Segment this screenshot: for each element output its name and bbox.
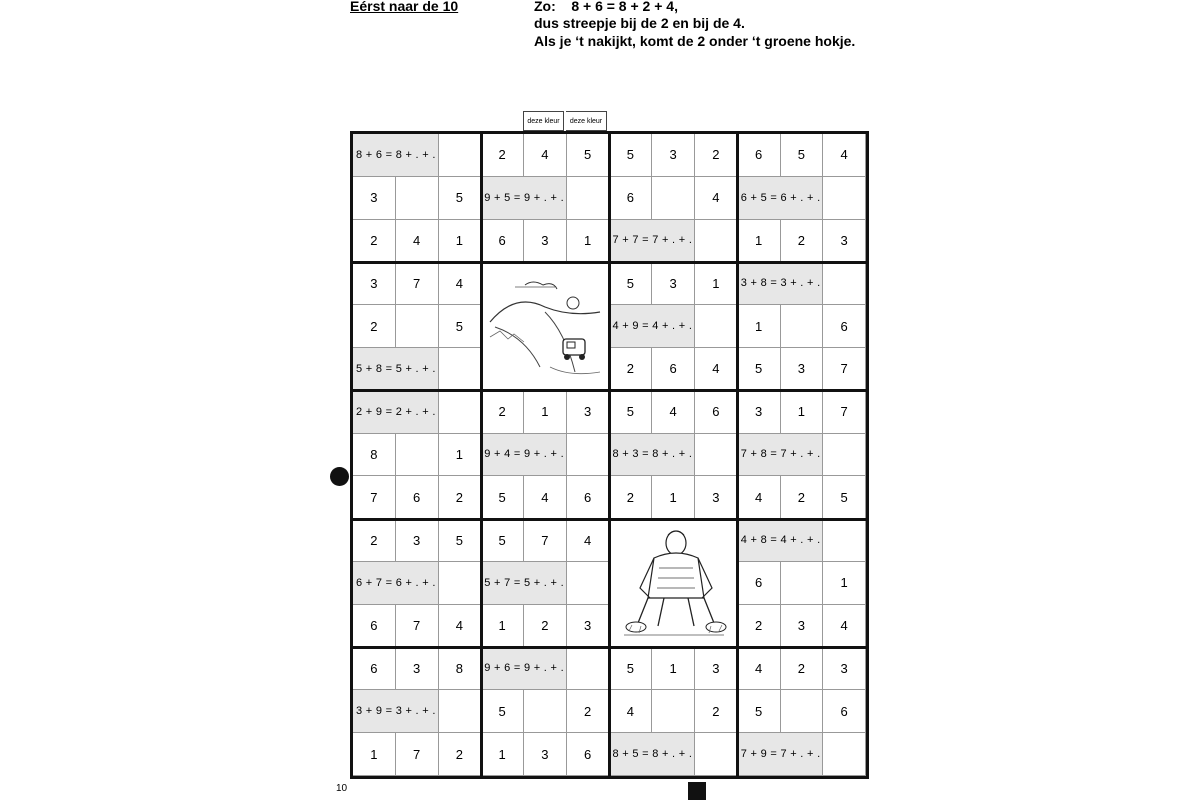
number-cell: 6	[738, 562, 781, 605]
number-cell: 2	[781, 648, 824, 691]
number-cell: 4	[439, 605, 482, 648]
car-on-hill-drawing	[485, 267, 605, 387]
number-cell: 3	[353, 262, 396, 305]
number-cell: 6	[652, 348, 695, 391]
block-divider-horizontal	[353, 261, 866, 264]
number-cell	[524, 690, 567, 733]
number-cell: 5	[823, 476, 866, 519]
number-cell: 5	[610, 262, 653, 305]
number-cell	[396, 434, 439, 477]
number-cell: 7	[823, 348, 866, 391]
number-cell: 2	[524, 605, 567, 648]
number-cell: 6	[823, 305, 866, 348]
number-cell: 1	[738, 305, 781, 348]
block-divider-vertical	[608, 134, 611, 776]
number-cell: 3	[823, 648, 866, 691]
page-number: 10	[336, 783, 348, 794]
equation-cell: 9 + 4 = 9 + . + .	[481, 434, 567, 477]
number-cell: 1	[823, 562, 866, 605]
number-cell: 3	[396, 519, 439, 562]
number-cell: 7	[396, 262, 439, 305]
number-cell: 2	[695, 690, 738, 733]
number-cell: 2	[781, 220, 824, 263]
number-cell: 1	[695, 262, 738, 305]
number-cell: 4	[439, 262, 482, 305]
page-marker-square	[688, 782, 706, 800]
number-cell: 2	[439, 476, 482, 519]
number-cell	[695, 733, 738, 776]
binder-hole-marker	[330, 467, 349, 486]
number-cell: 3	[652, 134, 695, 177]
number-cell: 4	[738, 476, 781, 519]
equation-cell: 4 + 8 = 4 + . + .	[738, 519, 824, 562]
number-cell: 8	[353, 434, 396, 477]
block-divider-vertical	[480, 134, 483, 776]
number-cell: 6	[353, 648, 396, 691]
number-cell: 5	[610, 134, 653, 177]
equation-cell: 5 + 8 = 5 + . + .	[353, 348, 439, 391]
number-cell: 5	[439, 519, 482, 562]
number-cell: 5	[567, 134, 610, 177]
number-cell: 3	[396, 648, 439, 691]
number-cell: 3	[781, 605, 824, 648]
number-cell: 2	[567, 690, 610, 733]
number-cell: 6	[481, 220, 524, 263]
number-cell: 6	[695, 391, 738, 434]
number-cell	[695, 220, 738, 263]
equation-cell: 7 + 7 = 7 + . + .	[610, 220, 696, 263]
equation-cell: 8 + 5 = 8 + . + .	[610, 733, 696, 776]
equation-cell: 7 + 8 = 7 + . + .	[738, 434, 824, 477]
number-cell: 2	[695, 134, 738, 177]
number-cell	[823, 262, 866, 305]
number-cell: 2	[353, 220, 396, 263]
number-cell: 3	[823, 220, 866, 263]
number-cell	[396, 305, 439, 348]
number-cell	[652, 177, 695, 220]
number-cell	[695, 434, 738, 477]
number-cell	[823, 177, 866, 220]
number-cell: 3	[781, 348, 824, 391]
number-cell: 1	[353, 733, 396, 776]
number-cell: 1	[652, 476, 695, 519]
number-cell: 6	[738, 134, 781, 177]
number-cell: 7	[353, 476, 396, 519]
number-cell	[439, 348, 482, 391]
number-cell: 2	[439, 733, 482, 776]
number-cell: 8	[439, 648, 482, 691]
number-cell: 3	[567, 391, 610, 434]
number-cell: 2	[610, 476, 653, 519]
instruction-line-2: dus streepje bij de 2 en bij de 4.	[534, 15, 745, 31]
number-cell: 7	[396, 605, 439, 648]
number-cell: 6	[610, 177, 653, 220]
number-cell: 6	[567, 476, 610, 519]
number-cell: 4	[524, 134, 567, 177]
number-cell: 4	[610, 690, 653, 733]
number-cell: 4	[695, 177, 738, 220]
number-cell: 2	[738, 605, 781, 648]
number-cell: 7	[823, 391, 866, 434]
page-heading: Eérst naar de 10	[350, 0, 459, 14]
number-cell: 1	[481, 733, 524, 776]
equation-cell: 3 + 8 = 3 + . + .	[738, 262, 824, 305]
number-cell: 6	[353, 605, 396, 648]
number-cell	[567, 562, 610, 605]
number-cell	[695, 305, 738, 348]
equation-cell: 6 + 7 = 6 + . + .	[353, 562, 439, 605]
sitting-football-player-drawing	[614, 523, 734, 643]
number-cell	[396, 177, 439, 220]
color-tag-2: deze kleur	[566, 111, 607, 131]
number-cell: 3	[652, 262, 695, 305]
number-cell	[567, 434, 610, 477]
number-cell: 4	[738, 648, 781, 691]
number-cell: 3	[524, 733, 567, 776]
equation-cell: 2 + 9 = 2 + . + .	[353, 391, 439, 434]
sitting-football-player-drawing	[610, 519, 738, 647]
number-cell	[439, 562, 482, 605]
number-cell: 2	[481, 134, 524, 177]
number-cell: 2	[481, 391, 524, 434]
number-cell: 4	[823, 605, 866, 648]
number-cell: 7	[524, 519, 567, 562]
number-cell: 1	[738, 220, 781, 263]
number-cell	[781, 562, 824, 605]
color-tag-1: deze kleur	[523, 111, 564, 131]
number-cell: 5	[610, 648, 653, 691]
number-cell: 5	[439, 305, 482, 348]
number-cell: 5	[481, 690, 524, 733]
number-cell: 5	[481, 476, 524, 519]
number-cell: 6	[823, 690, 866, 733]
number-cell	[652, 690, 695, 733]
number-cell: 5	[610, 391, 653, 434]
car-on-hill-drawing	[481, 262, 609, 390]
number-cell	[781, 305, 824, 348]
equation-cell: 6 + 5 = 6 + . + .	[738, 177, 824, 220]
number-cell	[567, 648, 610, 691]
number-cell: 1	[524, 391, 567, 434]
instruction-line-1: Zo: 8 + 6 = 8 + 2 + 4,	[534, 0, 678, 14]
number-cell: 3	[695, 476, 738, 519]
block-divider-vertical	[736, 134, 739, 776]
number-cell: 1	[481, 605, 524, 648]
equation-cell: 7 + 9 = 7 + . + .	[738, 733, 824, 776]
number-cell: 1	[439, 434, 482, 477]
exercise-grid	[350, 131, 869, 779]
number-cell: 4	[396, 220, 439, 263]
number-cell: 6	[396, 476, 439, 519]
number-cell: 5	[738, 348, 781, 391]
equation-cell: 4 + 9 = 4 + . + .	[610, 305, 696, 348]
number-cell: 1	[652, 648, 695, 691]
number-cell: 4	[695, 348, 738, 391]
number-cell	[439, 134, 482, 177]
number-cell: 2	[781, 476, 824, 519]
number-cell: 6	[567, 733, 610, 776]
number-cell: 4	[567, 519, 610, 562]
number-cell: 7	[396, 733, 439, 776]
number-cell: 1	[781, 391, 824, 434]
number-cell	[439, 391, 482, 434]
block-divider-horizontal	[353, 389, 866, 392]
number-cell: 2	[353, 519, 396, 562]
number-cell	[823, 519, 866, 562]
instruction-line-3: Als je ‘t nakijkt, komt de 2 onder ‘t groene hokje.	[534, 33, 856, 49]
number-cell: 4	[524, 476, 567, 519]
number-cell: 3	[524, 220, 567, 263]
equation-cell: 9 + 6 = 9 + . + .	[481, 648, 567, 691]
number-cell: 2	[610, 348, 653, 391]
number-cell: 3	[695, 648, 738, 691]
equation-cell: 3 + 9 = 3 + . + .	[353, 690, 439, 733]
number-cell: 2	[353, 305, 396, 348]
number-cell: 5	[781, 134, 824, 177]
number-cell: 5	[738, 690, 781, 733]
number-cell	[781, 690, 824, 733]
number-cell: 5	[439, 177, 482, 220]
number-cell: 3	[353, 177, 396, 220]
block-divider-horizontal	[353, 646, 866, 649]
number-cell	[567, 177, 610, 220]
number-cell	[439, 690, 482, 733]
equation-cell: 8 + 6 = 8 + . + .	[353, 134, 439, 177]
number-cell: 1	[567, 220, 610, 263]
number-cell: 3	[738, 391, 781, 434]
equation-cell: 8 + 3 = 8 + . + .	[610, 434, 696, 477]
number-cell	[823, 733, 866, 776]
number-cell: 3	[567, 605, 610, 648]
number-cell: 4	[823, 134, 866, 177]
equation-cell: 5 + 7 = 5 + . + .	[481, 562, 567, 605]
block-divider-horizontal	[353, 518, 866, 521]
number-cell: 5	[481, 519, 524, 562]
number-cell: 4	[652, 391, 695, 434]
equation-cell: 9 + 5 = 9 + . + .	[481, 177, 567, 220]
number-cell: 1	[439, 220, 482, 263]
number-cell	[823, 434, 866, 477]
